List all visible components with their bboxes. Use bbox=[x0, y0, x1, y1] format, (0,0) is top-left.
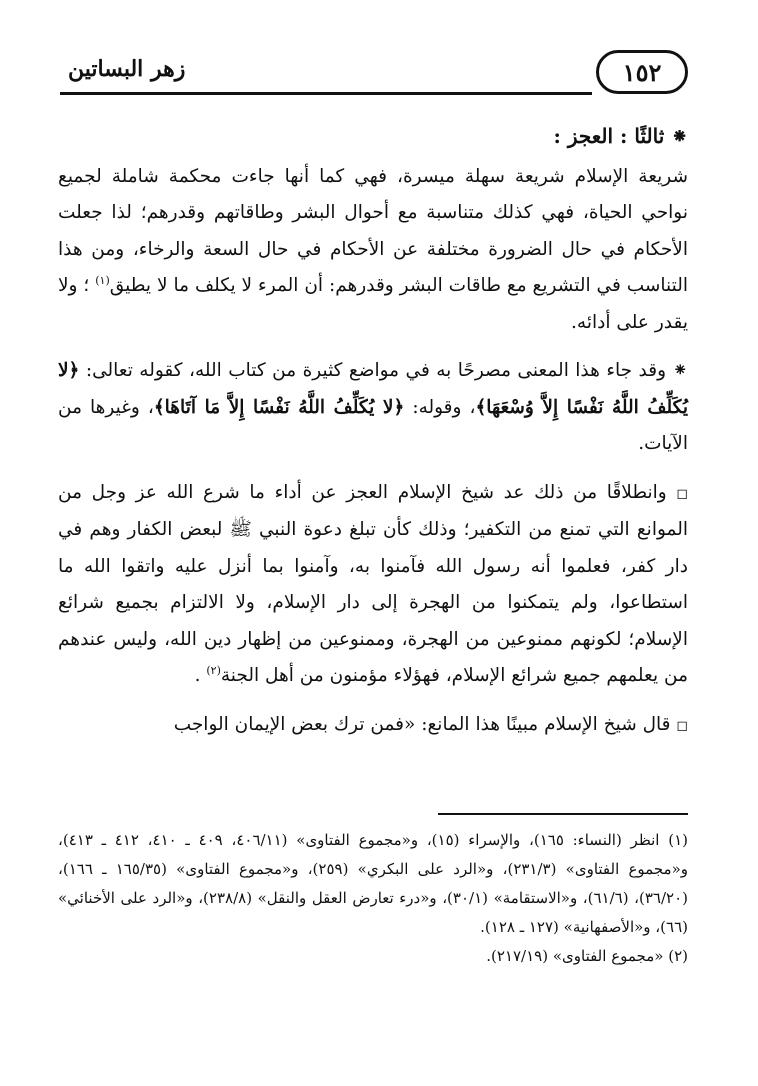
footnote-ref-1: (١) bbox=[95, 273, 110, 287]
section-heading: ⁕ ثالثًا : العجز : bbox=[553, 124, 688, 148]
footnote-2: (٢) «مجموع الفتاوى» (٢١٧/١٩). bbox=[486, 947, 688, 965]
main-text bbox=[58, 118, 688, 756]
book-title: زهر البساتين bbox=[68, 56, 186, 82]
footnote-1: (١) انظر (النساء: ١٦٥)، والإسراء (١٥)، و«مجموع الفتاوى» (٤٠٦/١١، ٤٠٩ ـ ٤١٠، ٤١٢ ـ ٤١٣)، و«مجموع الفتاوى» (٢٣١/٣)، و«الرد على البكري» (٢٥٩)، و«مجموع الفتاوى» (١٦٥/٣٥ ـ ١٦٦)، (٣٦/٢٠)، (٦١/٦)، و«الاستقامة» (٣٠/١)، و«درء تعارض العقل والنقل» (٢٣٨/٨)، و«الرد على الأخنائي» (٦٦)، و«الأصفهانية» (١٢٧ ـ ١٢٨). bbox=[58, 831, 688, 936]
paragraph-3: ◻ وانطلاقًا من ذلك عد شيخ الإسلام العجز عن أداء ما شرع الله عز وجل من الموانع التي تمنع من التكفير؛ وذلك كأن تبلغ دعوة النبي ﷺ لبعض الكفار وهم في دار كفر، فعلموا أنه رسول الله فآمنوا به، وآمنوا بما أنزل عليه واتقوا الله ما استطاعوا، ولم يتمكنوا من الهجرة إلى دار الإسلام، ولا الالتزام بجميع شرائع الإسلام؛ لكونهم ممنوعين من الهجرة، وممنوعين من إظهار دين الله، وليس عندهم من يعلمهم جميع شرائع الإسلام، فهؤلاء مؤمنون من أهل الجنة$^{(٢)}$ . bbox=[58, 481, 688, 686]
paragraph-2: ⁕ وقد جاء هذا المعنى مصرحًا به في مواضع كثيرة من كتاب الله، كقوله تعالى: ﴿لا يُكَلِّفُ اللَّهُ نَفْسًا إِلاَّ وُسْعَهَا﴾، وقوله: ﴿لا يُكَلِّفُ اللَّهُ نَفْسًا إِلاَّ مَا آتَاهَا﴾، وغيرها من الآيات. bbox=[58, 360, 689, 454]
page-number: ١٥٢ bbox=[596, 50, 688, 94]
quran-verse-1: ﴿لا يُكَلِّفُ اللَّهُ نَفْسًا إِلاَّ وُسْعَهَا﴾ bbox=[58, 360, 689, 418]
quran-verse-2: ﴿لا يُكَلِّفُ اللَّهُ نَفْسًا إِلاَّ مَا آتَاهَا﴾ bbox=[153, 396, 405, 418]
paragraph-1: شريعة الإسلام شريعة سهلة ميسرة، فهي كما أنها جاءت محكمة شاملة لجميع نواحي الحياة، فهي كذلك متناسبة مع أحوال البشر وطاقاتهم وقدرهم؛ لذا جعلت الأحكام في حال الضرورة مختلفة عن الأحكام في حال السعة والرخاء، ومن هذا التناسب في التشريع مع طاقات البشر وقدرهم: أن المرء لا يكلف ما لا يطيق$^{(١)}$ ؛ ولا يقدر على أدائه. bbox=[58, 165, 688, 333]
square-mark-icon: ◻ bbox=[676, 717, 688, 734]
footnote-separator bbox=[438, 813, 688, 815]
square-mark-icon: ◻ bbox=[676, 485, 688, 502]
footnotes bbox=[58, 826, 688, 971]
page-header bbox=[60, 48, 688, 104]
footnote-ref-2: (٢) bbox=[206, 663, 221, 677]
paragraph-4: ◻ قال شيخ الإسلام مبينًا هذا المانع: «فمن ترك بعض الإيمان الواجب bbox=[173, 713, 688, 735]
header-rule bbox=[60, 92, 592, 95]
